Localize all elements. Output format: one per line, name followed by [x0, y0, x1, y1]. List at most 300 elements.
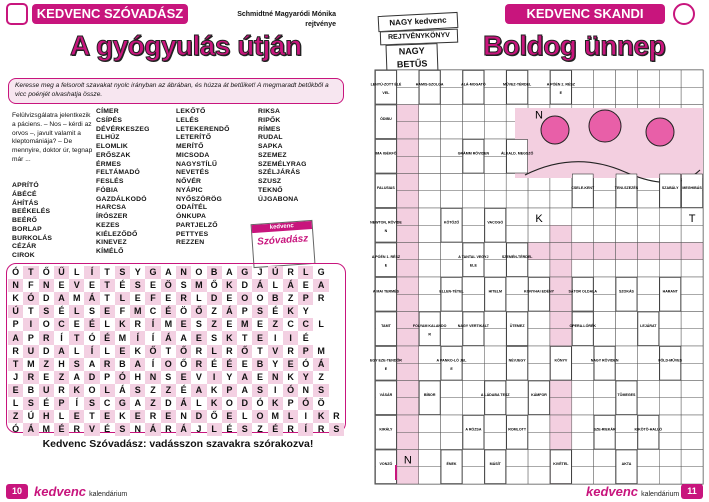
- grid-cell[interactable]: L: [207, 345, 222, 358]
- grid-cell[interactable]: É: [43, 397, 50, 408]
- puzzle-cell: [462, 105, 484, 122]
- grid-cell[interactable]: C: [54, 318, 69, 331]
- puzzle-cell: [637, 70, 659, 87]
- grid-cell[interactable]: Í: [84, 345, 99, 358]
- grid-cell[interactable]: Á: [176, 397, 191, 410]
- grid-cell[interactable]: Y: [134, 267, 141, 278]
- grid-cell[interactable]: P: [222, 384, 237, 397]
- grid-cell[interactable]: F: [145, 292, 160, 305]
- grid-cell[interactable]: A: [130, 358, 145, 371]
- grid-cell[interactable]: S: [195, 319, 202, 330]
- grid-cell[interactable]: R: [39, 331, 54, 344]
- grid-cell[interactable]: K: [268, 397, 283, 410]
- grid-cell[interactable]: Í: [298, 423, 313, 436]
- clue-text-cont: E: [384, 367, 388, 372]
- grid-cell[interactable]: Ó: [256, 397, 264, 408]
- grid-cell[interactable]: N: [8, 279, 23, 292]
- grid-cell[interactable]: R: [191, 358, 206, 371]
- grid-cell[interactable]: E: [165, 293, 172, 304]
- grid-cell[interactable]: K: [210, 384, 218, 395]
- grid-cell[interactable]: P: [298, 292, 313, 305]
- grid-cell[interactable]: A: [313, 279, 328, 292]
- grid-cell[interactable]: T: [241, 332, 248, 343]
- grid-cell[interactable]: Z: [211, 306, 217, 317]
- grid-cell[interactable]: K: [287, 371, 294, 382]
- grid-cell[interactable]: Ú: [27, 411, 35, 422]
- grid-cell[interactable]: J: [257, 267, 263, 278]
- grid-cell[interactable]: Ö: [317, 397, 325, 408]
- given-letter: T: [688, 212, 696, 225]
- grid-cell[interactable]: Ö: [161, 279, 176, 292]
- grid-cell[interactable]: A: [226, 267, 233, 278]
- grid-cell[interactable]: I: [207, 371, 222, 384]
- grid-cell[interactable]: Z: [8, 410, 23, 423]
- grid-cell[interactable]: É: [272, 306, 279, 317]
- grid-cell[interactable]: S: [252, 305, 267, 318]
- grid-cell[interactable]: K: [283, 305, 298, 318]
- grid-row: [8, 423, 344, 436]
- grid-cell[interactable]: B: [268, 292, 283, 305]
- grid-cell[interactable]: Z: [318, 371, 324, 382]
- grid-cell[interactable]: É: [54, 423, 69, 436]
- grid-cell[interactable]: E: [176, 371, 191, 384]
- grid-cell[interactable]: E: [256, 371, 263, 382]
- grid-cell[interactable]: E: [130, 410, 145, 423]
- grid-cell[interactable]: R: [73, 424, 80, 435]
- grid-cell[interactable]: T: [100, 279, 115, 292]
- grid-cell[interactable]: D: [191, 410, 206, 423]
- grid-cell[interactable]: E: [283, 358, 298, 371]
- grid-cell[interactable]: T: [104, 293, 110, 304]
- grid-cell[interactable]: P: [54, 397, 69, 410]
- grid-cell[interactable]: S: [252, 384, 267, 397]
- word-item: ERŐSZAK: [96, 151, 131, 159]
- grid-cell[interactable]: T: [69, 331, 84, 344]
- grid-cell[interactable]: R: [226, 345, 233, 356]
- grid-cell[interactable]: Z: [145, 397, 160, 410]
- clue-text: NAGY VERTIKÁLT: [457, 324, 490, 329]
- grid-cell[interactable]: Í: [84, 266, 99, 279]
- grid-cell[interactable]: H: [134, 371, 141, 382]
- grid-cell[interactable]: O: [195, 267, 203, 278]
- clue-box: [529, 278, 550, 312]
- grid-cell[interactable]: Ő: [42, 267, 50, 278]
- grid-cell[interactable]: O: [252, 410, 267, 423]
- grid-cell[interactable]: M: [118, 332, 127, 343]
- grid-cell[interactable]: Ő: [180, 358, 188, 369]
- grid-cell[interactable]: A: [88, 358, 96, 369]
- grid-cell[interactable]: M: [164, 319, 173, 330]
- grid-cell[interactable]: B: [207, 266, 222, 279]
- grid-cell[interactable]: M: [237, 318, 252, 331]
- grid-cell[interactable]: Z: [268, 318, 283, 331]
- grid-cell[interactable]: Í: [60, 332, 63, 343]
- grid-cell[interactable]: Ó: [12, 267, 20, 278]
- puzzle-cell: [528, 363, 550, 380]
- grid-cell[interactable]: L: [115, 292, 130, 305]
- grid-cell[interactable]: I: [274, 384, 277, 395]
- grid-cell[interactable]: É: [84, 318, 99, 331]
- grid-cell[interactable]: O: [88, 384, 96, 395]
- grid-cell[interactable]: L: [196, 397, 202, 408]
- grid-cell[interactable]: G: [145, 266, 160, 279]
- grid-cell[interactable]: E: [100, 410, 115, 423]
- grid-cell[interactable]: T: [8, 358, 23, 371]
- grid-cell[interactable]: L: [318, 319, 324, 330]
- grid-cell[interactable]: Ő: [210, 280, 218, 291]
- grid-cell[interactable]: D: [43, 345, 50, 356]
- grid-cell[interactable]: T: [23, 266, 38, 279]
- grid-cell[interactable]: Ó: [298, 397, 313, 410]
- grid-cell[interactable]: N: [134, 424, 141, 435]
- grid-cell[interactable]: Z: [287, 293, 294, 304]
- grid-cell[interactable]: Z: [39, 358, 54, 371]
- grid-cell[interactable]: G: [317, 267, 325, 278]
- grid-cell[interactable]: S: [130, 279, 145, 292]
- grid-cell[interactable]: Ó: [302, 358, 310, 369]
- grid-cell[interactable]: A: [54, 292, 69, 305]
- grid-cell[interactable]: I: [274, 332, 277, 343]
- grid-cell[interactable]: R: [58, 384, 65, 395]
- grid-cell[interactable]: H: [58, 358, 65, 369]
- puzzle-cell: [681, 277, 703, 294]
- grid-cell[interactable]: Á: [283, 279, 298, 292]
- grid-cell[interactable]: C: [287, 319, 294, 330]
- grid-cell[interactable]: C: [103, 397, 111, 408]
- grid-cell[interactable]: É: [211, 358, 218, 369]
- grid-cell[interactable]: Ú: [8, 305, 23, 318]
- grid-cell[interactable]: T: [257, 345, 263, 356]
- grid-cell[interactable]: Ó: [88, 332, 96, 343]
- grid-cell[interactable]: Z: [257, 424, 263, 435]
- grid-cell[interactable]: O: [161, 358, 176, 371]
- grid-cell[interactable]: C: [149, 306, 157, 317]
- grid-cell[interactable]: Ű: [54, 266, 69, 279]
- grid-cell[interactable]: Ö: [180, 306, 188, 317]
- grid-cell[interactable]: Í: [151, 358, 155, 369]
- grid-cell[interactable]: F: [119, 306, 126, 317]
- grid-cell[interactable]: R: [317, 293, 325, 304]
- grid-cell[interactable]: V: [195, 371, 202, 382]
- grid-cell[interactable]: Ó: [115, 371, 130, 384]
- grid-cell[interactable]: E: [58, 280, 65, 291]
- grid-cell[interactable]: A: [54, 345, 69, 358]
- logo-line2: REJTVÉNYKÖNYV: [380, 29, 458, 46]
- grid-cell[interactable]: Í: [75, 397, 78, 408]
- grid-cell[interactable]: V: [268, 345, 283, 358]
- grid-cell[interactable]: M: [42, 424, 50, 435]
- grid-cell[interactable]: L: [298, 266, 313, 279]
- grid-cell[interactable]: S: [69, 358, 84, 371]
- grid-cell[interactable]: N: [302, 384, 310, 395]
- grid-cell[interactable]: N: [180, 411, 187, 422]
- grid-cell[interactable]: G: [237, 266, 252, 279]
- grid-cell[interactable]: E: [69, 410, 84, 423]
- grid-cell[interactable]: P: [241, 306, 248, 317]
- grid-cell[interactable]: É: [226, 424, 233, 435]
- grid-cell[interactable]: N: [268, 371, 283, 384]
- grid-cell[interactable]: Í: [145, 318, 160, 331]
- grid-cell[interactable]: Y: [302, 306, 309, 317]
- grid-cell[interactable]: E: [302, 280, 309, 291]
- grid-cell[interactable]: A: [237, 371, 252, 384]
- grid-cell[interactable]: Á: [84, 292, 99, 305]
- grid-cell[interactable]: P: [12, 319, 19, 330]
- grid-cell[interactable]: E: [241, 358, 248, 369]
- grid-cell[interactable]: Ú: [268, 266, 283, 279]
- grid-cell[interactable]: E: [88, 280, 95, 291]
- grid-cell[interactable]: K: [69, 384, 84, 397]
- grid-cell[interactable]: I: [283, 331, 298, 344]
- author-name: Schmidtné Magyaródi Mónika: [237, 11, 336, 18]
- grid-cell[interactable]: E: [256, 319, 263, 330]
- grid-cell[interactable]: Á: [252, 279, 267, 292]
- grid-cell[interactable]: É: [104, 424, 111, 435]
- grid-cell[interactable]: V: [69, 279, 84, 292]
- grid-cell[interactable]: A: [241, 384, 248, 395]
- grid-cell[interactable]: H: [39, 410, 54, 423]
- grid-cell[interactable]: S: [237, 423, 252, 436]
- clue-box: [441, 347, 462, 381]
- grid-cell[interactable]: E: [226, 293, 233, 304]
- grid-cell[interactable]: T: [104, 267, 110, 278]
- grid-cell[interactable]: M: [27, 358, 35, 369]
- grid-cell[interactable]: Z: [150, 384, 156, 395]
- grid-cell[interactable]: O: [237, 292, 252, 305]
- grid-cell[interactable]: Á: [161, 331, 176, 344]
- grid-cell[interactable]: A: [134, 397, 141, 408]
- grid-cell[interactable]: M: [130, 305, 145, 318]
- grid-cell[interactable]: Ó: [12, 424, 20, 435]
- grid-cell[interactable]: A: [165, 267, 172, 278]
- grid-cell[interactable]: I: [304, 411, 308, 422]
- grid-cell[interactable]: Á: [176, 423, 191, 436]
- grid-cell[interactable]: Ő: [237, 345, 252, 358]
- grid-cell[interactable]: T: [165, 345, 172, 356]
- grid-cell[interactable]: K: [313, 410, 328, 423]
- grid-cell[interactable]: D: [237, 397, 252, 410]
- puzzle-cell: [681, 87, 703, 104]
- puzzle-cell: [397, 398, 419, 415]
- grid-cell[interactable]: I: [23, 318, 38, 331]
- puzzle-cell: [594, 243, 616, 260]
- grid-cell[interactable]: F: [28, 280, 34, 291]
- grid-cell[interactable]: Ő: [210, 411, 218, 422]
- grid-cell[interactable]: A: [180, 332, 187, 343]
- grid-cell[interactable]: K: [119, 411, 126, 422]
- grid-cell[interactable]: S: [180, 280, 187, 291]
- grid-cell[interactable]: Y: [298, 371, 313, 384]
- grid-cell[interactable]: É: [268, 423, 283, 436]
- grid-cell[interactable]: L: [69, 305, 84, 318]
- grid-cell[interactable]: K: [207, 397, 222, 410]
- grid-cell[interactable]: É: [222, 358, 237, 371]
- grid-cell[interactable]: Á: [119, 384, 126, 395]
- grid-cell[interactable]: E: [222, 410, 237, 423]
- grid-cell[interactable]: S: [329, 423, 344, 436]
- grid-cell[interactable]: L: [241, 411, 248, 422]
- grid-cell[interactable]: Á: [313, 358, 328, 371]
- grid-cell[interactable]: S: [88, 306, 95, 317]
- book-logo: [378, 14, 458, 78]
- grid-cell[interactable]: Ó: [23, 292, 38, 305]
- grid-cell[interactable]: L: [12, 397, 19, 408]
- grid-cell[interactable]: M: [317, 345, 325, 356]
- grid-cell[interactable]: R: [317, 424, 325, 435]
- grid-cell[interactable]: L: [196, 293, 202, 304]
- grid-cell[interactable]: O: [225, 397, 233, 408]
- grid-cell[interactable]: P: [27, 332, 34, 343]
- grid-cell[interactable]: É: [161, 305, 176, 318]
- grid-cell[interactable]: N: [176, 266, 191, 279]
- grid-cell[interactable]: O: [256, 293, 264, 304]
- grid-cell[interactable]: P: [104, 371, 111, 382]
- author-role: rejtvénye: [305, 21, 336, 28]
- puzzle-cell: [616, 432, 638, 449]
- grid-cell[interactable]: Ő: [145, 345, 160, 358]
- grid-cell[interactable]: R: [12, 345, 19, 356]
- grid-cell[interactable]: R: [287, 424, 294, 435]
- grid-cell[interactable]: T: [28, 306, 34, 317]
- grid-cell[interactable]: E: [73, 319, 80, 330]
- grid-cell[interactable]: E: [100, 305, 115, 318]
- grid-cell[interactable]: Í: [151, 332, 155, 343]
- grid-cell[interactable]: L: [100, 384, 115, 397]
- grid-cell[interactable]: O: [42, 319, 50, 330]
- grid-cell[interactable]: K: [222, 279, 237, 292]
- grid-cell[interactable]: D: [207, 292, 222, 305]
- grid-cell[interactable]: Ő: [191, 305, 206, 318]
- grid-cell[interactable]: Í: [130, 331, 145, 344]
- grid-cell[interactable]: R: [165, 424, 172, 435]
- puzzle-cell: [572, 87, 594, 104]
- grid-cell[interactable]: Y: [272, 358, 279, 369]
- grid-cell[interactable]: R: [149, 411, 157, 422]
- grid-cell[interactable]: L: [73, 267, 80, 278]
- grid-cell[interactable]: N: [39, 279, 54, 292]
- grid-cell[interactable]: É: [58, 306, 65, 317]
- grid-cell[interactable]: É: [119, 280, 126, 291]
- grid-cell[interactable]: D: [241, 280, 248, 291]
- crossword-puzzle[interactable]: [369, 70, 703, 484]
- grid-cell[interactable]: L: [104, 319, 110, 330]
- grid-cell[interactable]: S: [115, 423, 130, 436]
- grid-cell[interactable]: L: [272, 280, 279, 291]
- grid-cell[interactable]: Á: [222, 305, 237, 318]
- grid-cell[interactable]: S: [313, 384, 328, 397]
- grid-cell[interactable]: Á: [23, 423, 38, 436]
- grid-cell[interactable]: R: [100, 358, 115, 371]
- grid-cell[interactable]: S: [211, 332, 218, 343]
- grid-cell[interactable]: E: [191, 331, 206, 344]
- grid-cell[interactable]: P: [287, 397, 294, 408]
- grid-cell[interactable]: Y: [226, 371, 233, 382]
- grid-cell[interactable]: S: [39, 305, 54, 318]
- grid-cell[interactable]: S: [84, 397, 99, 410]
- grid-cell[interactable]: R: [23, 371, 38, 384]
- grid-cell[interactable]: R: [333, 411, 340, 422]
- grid-cell[interactable]: E: [134, 293, 141, 304]
- clue-text: ÜTEMEZ: [509, 324, 525, 329]
- grid-cell[interactable]: E: [115, 345, 130, 358]
- grid-cell[interactable]: L: [104, 345, 110, 356]
- grid-cell[interactable]: B: [252, 358, 267, 371]
- grid-cell[interactable]: M: [191, 279, 206, 292]
- clue-text: CSELE-KENT: [571, 186, 595, 191]
- grid-cell[interactable]: É: [180, 384, 187, 395]
- grid-cell[interactable]: M: [271, 411, 280, 422]
- puzzle-cell: [637, 398, 659, 415]
- grid-cell[interactable]: S: [23, 397, 38, 410]
- grid-cell[interactable]: L: [207, 423, 222, 436]
- grid-cell[interactable]: D: [43, 293, 50, 304]
- grid-cell[interactable]: J: [13, 371, 19, 382]
- grid-cell[interactable]: A: [73, 371, 80, 382]
- grid-cell[interactable]: R: [176, 292, 191, 305]
- grid-cell[interactable]: Ő: [176, 345, 191, 358]
- grid-cell[interactable]: B: [119, 358, 126, 369]
- grid-cell[interactable]: A: [191, 384, 206, 397]
- grid-cell[interactable]: U: [39, 384, 54, 397]
- grid-cell[interactable]: E: [161, 410, 176, 423]
- grid-cell[interactable]: R: [134, 319, 141, 330]
- grid-cell[interactable]: Á: [145, 423, 160, 436]
- grid-cell[interactable]: D: [165, 397, 172, 408]
- grid-cell[interactable]: L: [73, 345, 80, 356]
- grid-cell[interactable]: E: [43, 371, 50, 382]
- grid-cell[interactable]: R: [287, 267, 294, 278]
- grid-cell[interactable]: E: [150, 280, 157, 291]
- puzzle-cell: [419, 415, 441, 432]
- grid-cell[interactable]: Ó: [283, 384, 298, 397]
- grid-cell[interactable]: Z: [161, 384, 176, 397]
- grid-cell[interactable]: K: [134, 345, 141, 356]
- grid-cell[interactable]: É: [100, 331, 115, 344]
- grid-cell[interactable]: K: [115, 318, 130, 331]
- grid-cell[interactable]: E: [8, 384, 23, 397]
- grid-cell[interactable]: L: [58, 411, 65, 422]
- grid-cell[interactable]: A: [8, 331, 23, 344]
- grid-cell[interactable]: J: [196, 424, 202, 435]
- grid-cell[interactable]: V: [84, 423, 99, 436]
- grid-cell[interactable]: C: [298, 318, 313, 331]
- grid-cell[interactable]: T: [89, 411, 95, 422]
- grid-cell[interactable]: Z: [207, 318, 222, 331]
- grid-cell[interactable]: G: [115, 397, 130, 410]
- grid-cell[interactable]: P: [298, 345, 313, 358]
- grid-cell[interactable]: K: [12, 293, 19, 304]
- grid-cell[interactable]: É: [302, 332, 309, 343]
- grid-cell[interactable]: E: [176, 318, 191, 331]
- grid-cell[interactable]: D: [84, 371, 99, 384]
- grid-cell[interactable]: E: [252, 331, 267, 344]
- grid-cell[interactable]: S: [130, 384, 145, 397]
- grid-cell[interactable]: S: [165, 371, 172, 382]
- grid-cell[interactable]: L: [283, 410, 298, 423]
- grid-cell[interactable]: Z: [54, 371, 69, 384]
- grid-cell[interactable]: K: [222, 331, 237, 344]
- grid-cell[interactable]: E: [226, 319, 233, 330]
- grid-cell[interactable]: R: [287, 345, 294, 356]
- grid-cell[interactable]: N: [145, 371, 160, 384]
- grid-cell[interactable]: R: [195, 345, 203, 356]
- grid-cell[interactable]: S: [115, 266, 130, 279]
- grid-cell[interactable]: B: [27, 384, 35, 395]
- grid-cell[interactable]: M: [72, 293, 81, 304]
- clue-text: A PÓÉN 2. RÉSZ: [546, 82, 575, 87]
- grid-cell[interactable]: U: [23, 345, 38, 358]
- word-search-grid[interactable]: [8, 266, 344, 436]
